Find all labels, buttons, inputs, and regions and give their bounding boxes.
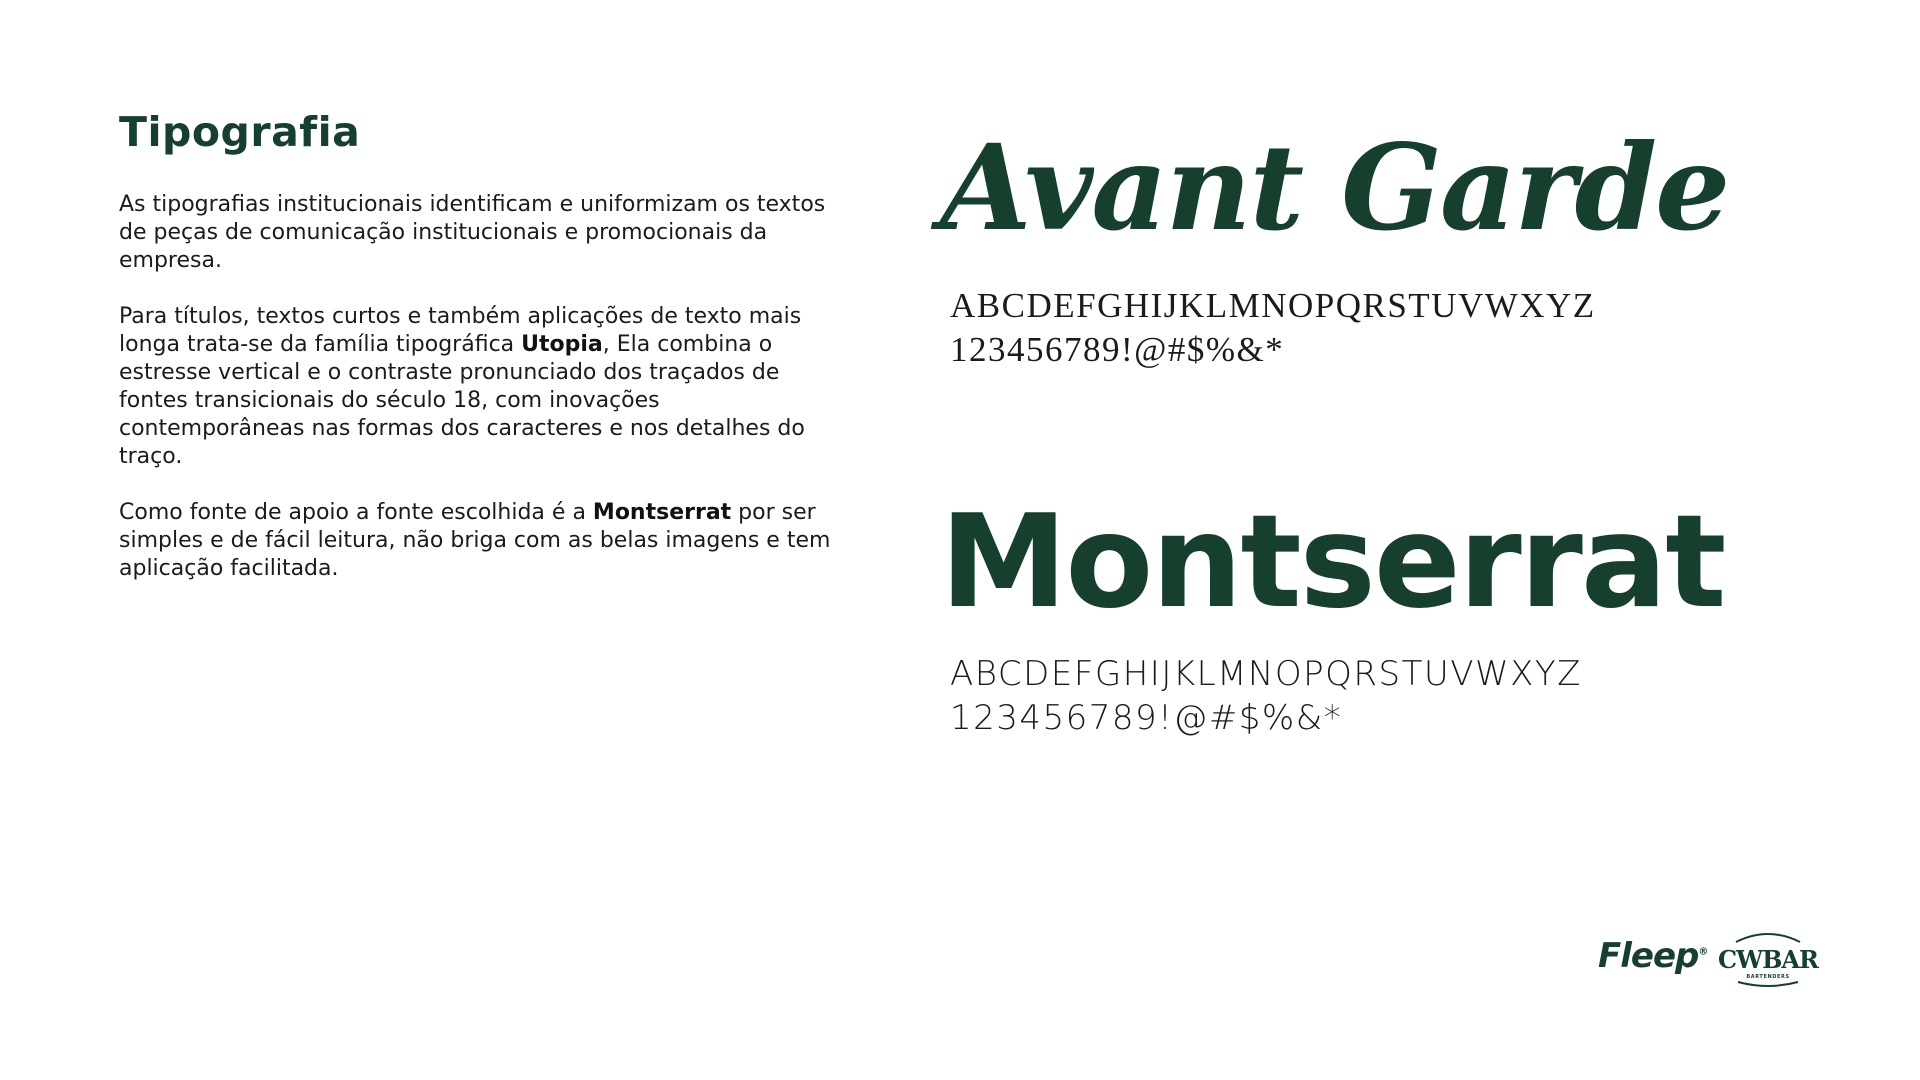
sans-uppercase: ABCDEFGHIJKLMNOPQRSTUVWXYZ (950, 654, 1582, 694)
montserrat-text-start: Como fonte de apoio a fonte escolhida é a (119, 500, 593, 525)
sans-glyph-set (950, 652, 1582, 740)
fleep-logo (1598, 936, 1707, 976)
serif-specimen-name: Avant Garde (940, 118, 1729, 257)
utopia-text-start: Para títulos, textos curtos e também aplicações de texto mais longa trata-se da família tipográfica (119, 304, 802, 357)
montserrat-font-name: Montserrat (592, 500, 732, 525)
utopia-text-end: , Ela combina o estresse vertical e o contraste pronunciado dos traçados de fontes transicionais do século 18, com inovações contemporâneas nas formas dos caracteres e nos detalhes do traço. (119, 332, 805, 469)
sans-specimen-name: Montserrat (940, 488, 1725, 637)
sans-numerals: 123456789!@#$%&* (950, 698, 1343, 738)
svg-text:BARTENDERS: BARTENDERS (1746, 974, 1790, 980)
page-title: Tipografia (119, 108, 361, 156)
montserrat-paragraph (119, 499, 839, 583)
body-text (119, 191, 839, 611)
serif-numerals: 123456789!@#$%&* (950, 330, 1285, 369)
cwbar-logo (1718, 928, 1818, 990)
montserrat-text-end: por ser simples e de fácil leitura, não briga com as belas imagens e tem aplicação facilitada. (119, 500, 831, 581)
fleep-registered-mark: ® (1698, 946, 1708, 958)
fleep-logo-text: Fleep (1598, 936, 1699, 976)
utopia-paragraph (119, 303, 839, 471)
intro-paragraph: As tipografias institucionais identificam e uniformizam os textos de peças de comunicação institucionais e promocionais da empresa. (119, 192, 826, 273)
utopia-font-name: Utopia (521, 332, 603, 357)
serif-glyph-set (950, 284, 1596, 372)
svg-text:CWBAR: CWBAR (1718, 945, 1818, 974)
serif-uppercase: ABCDEFGHIJKLMNOPQRSTUVWXYZ (950, 286, 1596, 325)
